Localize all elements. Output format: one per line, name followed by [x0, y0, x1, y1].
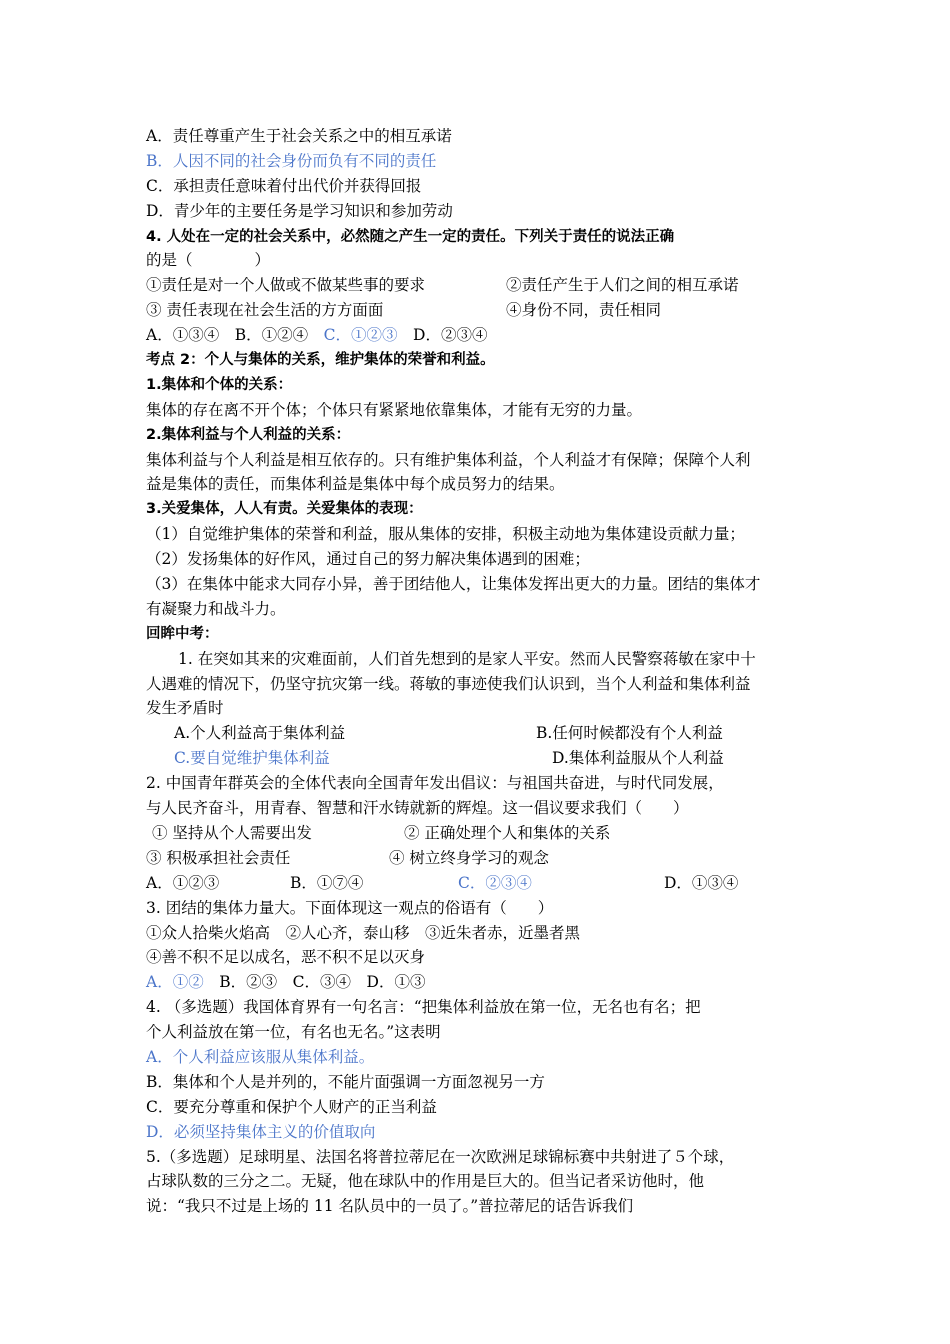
- review-q4-line1: 4. （多选题）我国体育界有一句名言：“把集体利益放在第一位，无名也有名；把: [146, 998, 701, 1017]
- q4-stem-line2: 的是（ ）: [146, 251, 271, 270]
- review-q3-line1: 3. 团结的集体力量大。下面体现这一观点的俗语有（ ）: [146, 898, 554, 917]
- review-q2-options: [146, 871, 826, 896]
- q4-option-a: A．①③④: [146, 326, 220, 345]
- review-q3-option-d: D．①③: [366, 973, 426, 992]
- section-1-heading: 1.集体和个体的关系：: [146, 376, 293, 393]
- q4-option-c-answer: C．①②③: [323, 326, 398, 345]
- review-q2-item-3: ③ 积极承担社会责任: [146, 848, 291, 867]
- section-3-heading: 3.关爱集体，人人有责。关爱集体的表现：: [146, 501, 423, 518]
- section-3-item-2: （2）发扬集体的好作风，通过自己的努力解决集体遇到的困难；: [146, 550, 590, 569]
- review-q1-line1: 1. 在突如其来的灾难面前，人们首先想到的是家人平安。然而人民警察蒋敏在家中十: [178, 649, 756, 668]
- q4-item-3: ③ 责任表现在社会生活的方方面面: [146, 301, 384, 320]
- review-q1-options-row1: [146, 721, 826, 746]
- review-q2-option-a: A．①②③: [146, 873, 220, 892]
- review-q1-option-d: D.集体利益服从个人利益: [552, 749, 724, 768]
- q4-item-2: ②责任产生于人们之间的相互承诺: [506, 276, 739, 295]
- q3-option-b-answer: B．人因不同的社会身份而负有不同的责任: [146, 151, 437, 170]
- review-q2-items-row1: [146, 821, 826, 846]
- review-q1-line3: 发生矛盾时: [146, 699, 224, 718]
- review-q2-items-row2: [146, 846, 826, 871]
- review-q2-option-c-answer: C．②③④: [458, 873, 532, 892]
- review-q1-option-c-answer: C.要自觉维护集体利益: [174, 749, 330, 768]
- review-q3-option-b: B．②③: [219, 973, 278, 992]
- review-q3-options: [146, 970, 826, 995]
- q4-option-d: D．②③④: [413, 326, 488, 345]
- review-q2-option-b: B．①⑦④: [290, 873, 364, 892]
- review-q3-line3: ④善不积不足以成名，恶不积不足以灭身: [146, 948, 426, 967]
- review-q2-line2: 与人民齐奋斗，用青春、智慧和汗水铸就新的辉煌。这一倡议要求我们（ ）: [146, 799, 689, 818]
- q4-stem-text: 4. 人处在一定的社会关系中，必然随之产生一定的责任。下列关于责任的说法正确: [146, 228, 675, 245]
- review-q2-item-2: ② 正确处理个人和集体的关系: [404, 823, 611, 842]
- review-q3-line2: ①众人拾柴火焰高 ②人心齐，泰山移 ③近朱者赤，近墨者黑: [146, 923, 581, 942]
- q4-items-row1: [146, 273, 826, 298]
- q4-option-b: B．①②④: [234, 326, 309, 345]
- review-q2-item-1: ① 坚持从个人需要出发: [152, 823, 312, 842]
- review-q5-line1: 5.（多选题）足球明星、法国名将普拉蒂尼在一次欧洲足球锦标赛中共射进了５个球，: [146, 1147, 735, 1166]
- document-page: [146, 124, 826, 1219]
- q3-option-c: C．承担责任意味着付出代价并获得回报: [146, 176, 422, 195]
- review-q4-option-a-answer: A．个人利益应该服从集体利益。: [146, 1047, 375, 1066]
- review-q1-option-b: B.任何时候都没有个人利益: [536, 724, 723, 743]
- section-3-item-3-line2: 有凝聚力和战斗力。: [146, 599, 286, 618]
- review-q3-option-a-answer: A．①②: [146, 973, 204, 992]
- section-3-item-3-line1: （3）在集体中能求大同存小异，善于团结他人，让集体发挥出更大的力量。团结的集体才: [146, 575, 761, 594]
- q3-option-d: D．青少年的主要任务是学习知识和参加劳动: [146, 201, 453, 220]
- section-1-text: 集体的存在离不开个体；个体只有紧紧地依靠集体，才能有无穷的力量。: [146, 400, 643, 419]
- section-3-item-1: （1）自觉维护集体的荣誉和利益，服从集体的安排，积极主动地为集体建设贡献力量；: [146, 525, 745, 544]
- q4-stem-line1: [146, 224, 826, 249]
- q4-items-row2: [146, 298, 826, 323]
- q3-option-a: A．责任尊重产生于社会关系之中的相互承诺: [146, 127, 452, 145]
- kaodian2-title: 考点 2：个人与集体的关系，维护集体的荣誉和利益。: [146, 352, 495, 369]
- section-2-text-line2: 益是集体的责任，而集体利益是集体中每个成员努力的结果。: [146, 475, 565, 494]
- review-q5-line2: 占球队数的三分之二。无疑，他在球队中的作用是巨大的。但当记者采访他时，他: [146, 1172, 705, 1191]
- q4-item-1: ①责任是对一个人做或不做某些事的要求: [146, 276, 426, 295]
- review-q4-option-d-answer: D．必须坚持集体主义的价值取向: [146, 1122, 376, 1141]
- section-2-text-line1: 集体利益与个人利益是相互依存的。只有维护集体利益，个人利益才有保障；保障个人利: [146, 450, 751, 469]
- review-q4-option-b: B．集体和个人是并列的，不能片面强调一方面忽视另一方: [146, 1072, 545, 1091]
- section-2-heading: 2.集体利益与个人利益的关系：: [146, 426, 351, 443]
- review-q3-option-c: C．③④: [292, 973, 351, 992]
- review-q1-line2: 人遇难的情况下，仍坚守抗灾第一线。蒋敏的事迹使我们认识到，当个人利益和集体利益: [146, 674, 751, 693]
- review-title: 回眸中考：: [146, 625, 219, 642]
- review-q2-line1: 2. 中国青年群英会的全体代表向全国青年发出倡议：与祖国共奋进，与时代同发展，: [146, 774, 724, 793]
- review-q4-option-c: C．要充分尊重和保护个人财产的正当利益: [146, 1097, 437, 1116]
- review-q2-item-4: ④ 树立终身学习的观念: [389, 848, 549, 867]
- q4-options: [146, 323, 826, 348]
- review-q4-line2: 个人利益放在第一位，有名也无名。”这表明: [146, 1023, 441, 1042]
- review-q1-option-a: A.个人利益高于集体利益: [174, 724, 346, 743]
- review-q5-line3: 说：“我只不过是上场的 11 名队员中的一员了。”普拉蒂尼的话告诉我们: [146, 1197, 634, 1216]
- q4-item-4: ④身份不同，责任相同: [506, 301, 662, 320]
- review-q1-options-row2: [146, 746, 826, 771]
- review-q2-option-d: D．①③④: [664, 873, 739, 892]
